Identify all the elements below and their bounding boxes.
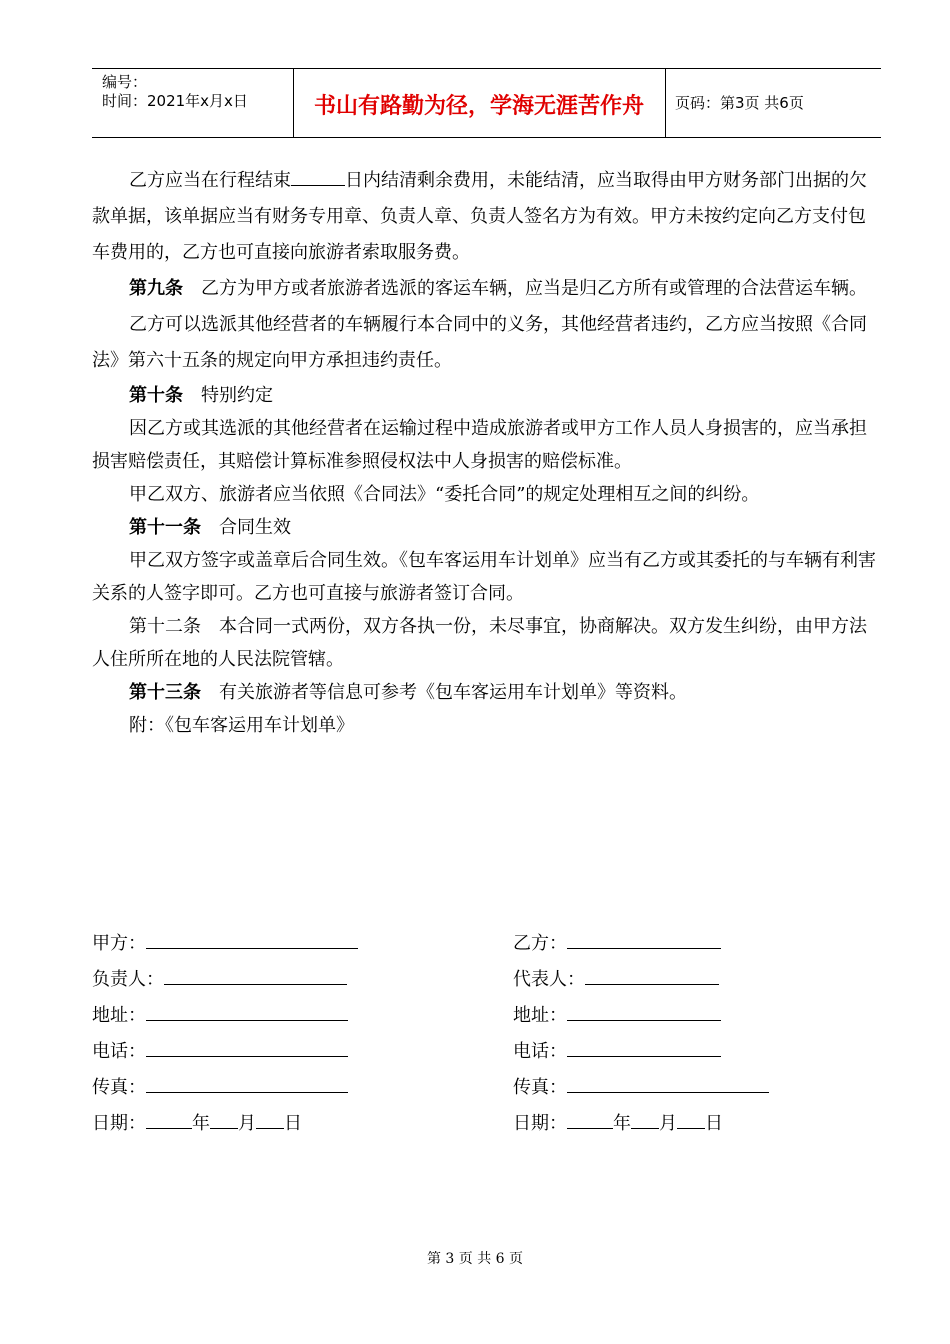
party-a-row: 传真：: [92, 1070, 358, 1106]
party-a-date: 日期： 年 月 日: [92, 1106, 358, 1142]
blank-field: [291, 167, 345, 186]
article-11: 第十一条 合同生效: [129, 517, 291, 538]
paragraph: 乙方应当在行程结束 日内结清剩余费用，未能结清，应当取得由甲方财务部门出据的欠款单据，该单据应当有财务专用章、负责人章、负责人签名方为有效。甲方未按约定向乙方支付包车费用的，乙方也可直接向旅游者索取服务费。: [92, 163, 882, 271]
page-footer: 第 3 页 共 6 页: [426, 1251, 524, 1267]
signature-line: [567, 1036, 721, 1057]
signature-line: [146, 1072, 348, 1093]
attachment-note: 附：《包车客运用车计划单》: [129, 715, 354, 736]
article-9: 第九条 乙方为甲方或者旅游者选派的客运车辆，应当是归乙方所有或管理的合法营运车辆。: [129, 278, 867, 299]
paragraph: 乙方可以选派其他经营者的车辆履行本合同中的义务，其他经营者违约，乙方应当按照《合同法》第六十五条的规定向甲方承担违约责任。: [92, 314, 867, 371]
party-a-row: 甲方：: [92, 926, 358, 962]
paragraph: 第十二条 本合同一式两份，双方各执一份，未尽事宜，协商解决。双方发生纠纷，由甲方法人住所所在地的人民法院管辖。: [92, 616, 867, 670]
signature-line: [146, 1000, 348, 1021]
article-title: 第十条: [129, 385, 183, 406]
party-a-row: 电话：: [92, 1034, 358, 1070]
signature-line: [146, 1036, 348, 1057]
footer-total-pages: 6: [495, 1251, 505, 1267]
party-b-row: 乙方：: [513, 926, 769, 962]
article-title: 第十一条: [129, 517, 201, 538]
party-b-row: 代表人：: [513, 962, 769, 998]
page-header: [92, 68, 881, 138]
article-title: 第十三条: [129, 682, 201, 703]
party-a-row: 负责人：: [92, 962, 358, 998]
signature-line: [567, 1072, 769, 1093]
party-a-signature-block: [92, 926, 358, 1142]
signature-line: [146, 928, 358, 949]
header-page-info: 页码：第3页 共6页: [675, 94, 804, 112]
signature-line: [567, 1000, 721, 1021]
footer-page-number: 3: [445, 1251, 455, 1267]
document-number-label: 编号：: [102, 73, 148, 91]
header-divider: [665, 69, 666, 137]
article-13: 第十三条 有关旅游者等信息可参考《包车客运用车计划单》等资料。: [129, 682, 687, 703]
paragraph: 甲乙双方、旅游者应当依照《合同法》“委托合同”的规定处理相互之间的纠纷。: [129, 484, 760, 505]
paragraph: 甲乙双方签字或盖章后合同生效。《包车客运用车计划单》应当有乙方或其委托的与车辆有利害关系的人签字即可。乙方也可直接与旅游者签订合同。: [92, 550, 876, 604]
contract-body: [92, 163, 882, 742]
header-motto: 书山有路勤为径，学海无涯苦作舟: [313, 94, 644, 119]
signature-line: [567, 928, 721, 949]
party-b-date: 日期： 年 月 日: [513, 1106, 769, 1142]
party-a-row: 地址：: [92, 998, 358, 1034]
party-b-row: 电话：: [513, 1034, 769, 1070]
signature-line: [164, 964, 347, 985]
signature-line: [585, 964, 719, 985]
party-b-row: 地址：: [513, 998, 769, 1034]
party-b-signature-block: [513, 926, 769, 1142]
article-title: 第九条: [129, 278, 183, 299]
article-10: 第十条 特别约定: [129, 385, 273, 406]
paragraph: 因乙方或其选派的其他经营者在运输过程中造成旅游者或甲方工作人员人身损害的，应当承担损害赔偿责任，其赔偿计算标准参照侵权法中人身损害的赔偿标准。: [92, 418, 867, 472]
party-b-row: 传真：: [513, 1070, 769, 1106]
document-date: 时间：2021年x月x日: [102, 92, 248, 110]
